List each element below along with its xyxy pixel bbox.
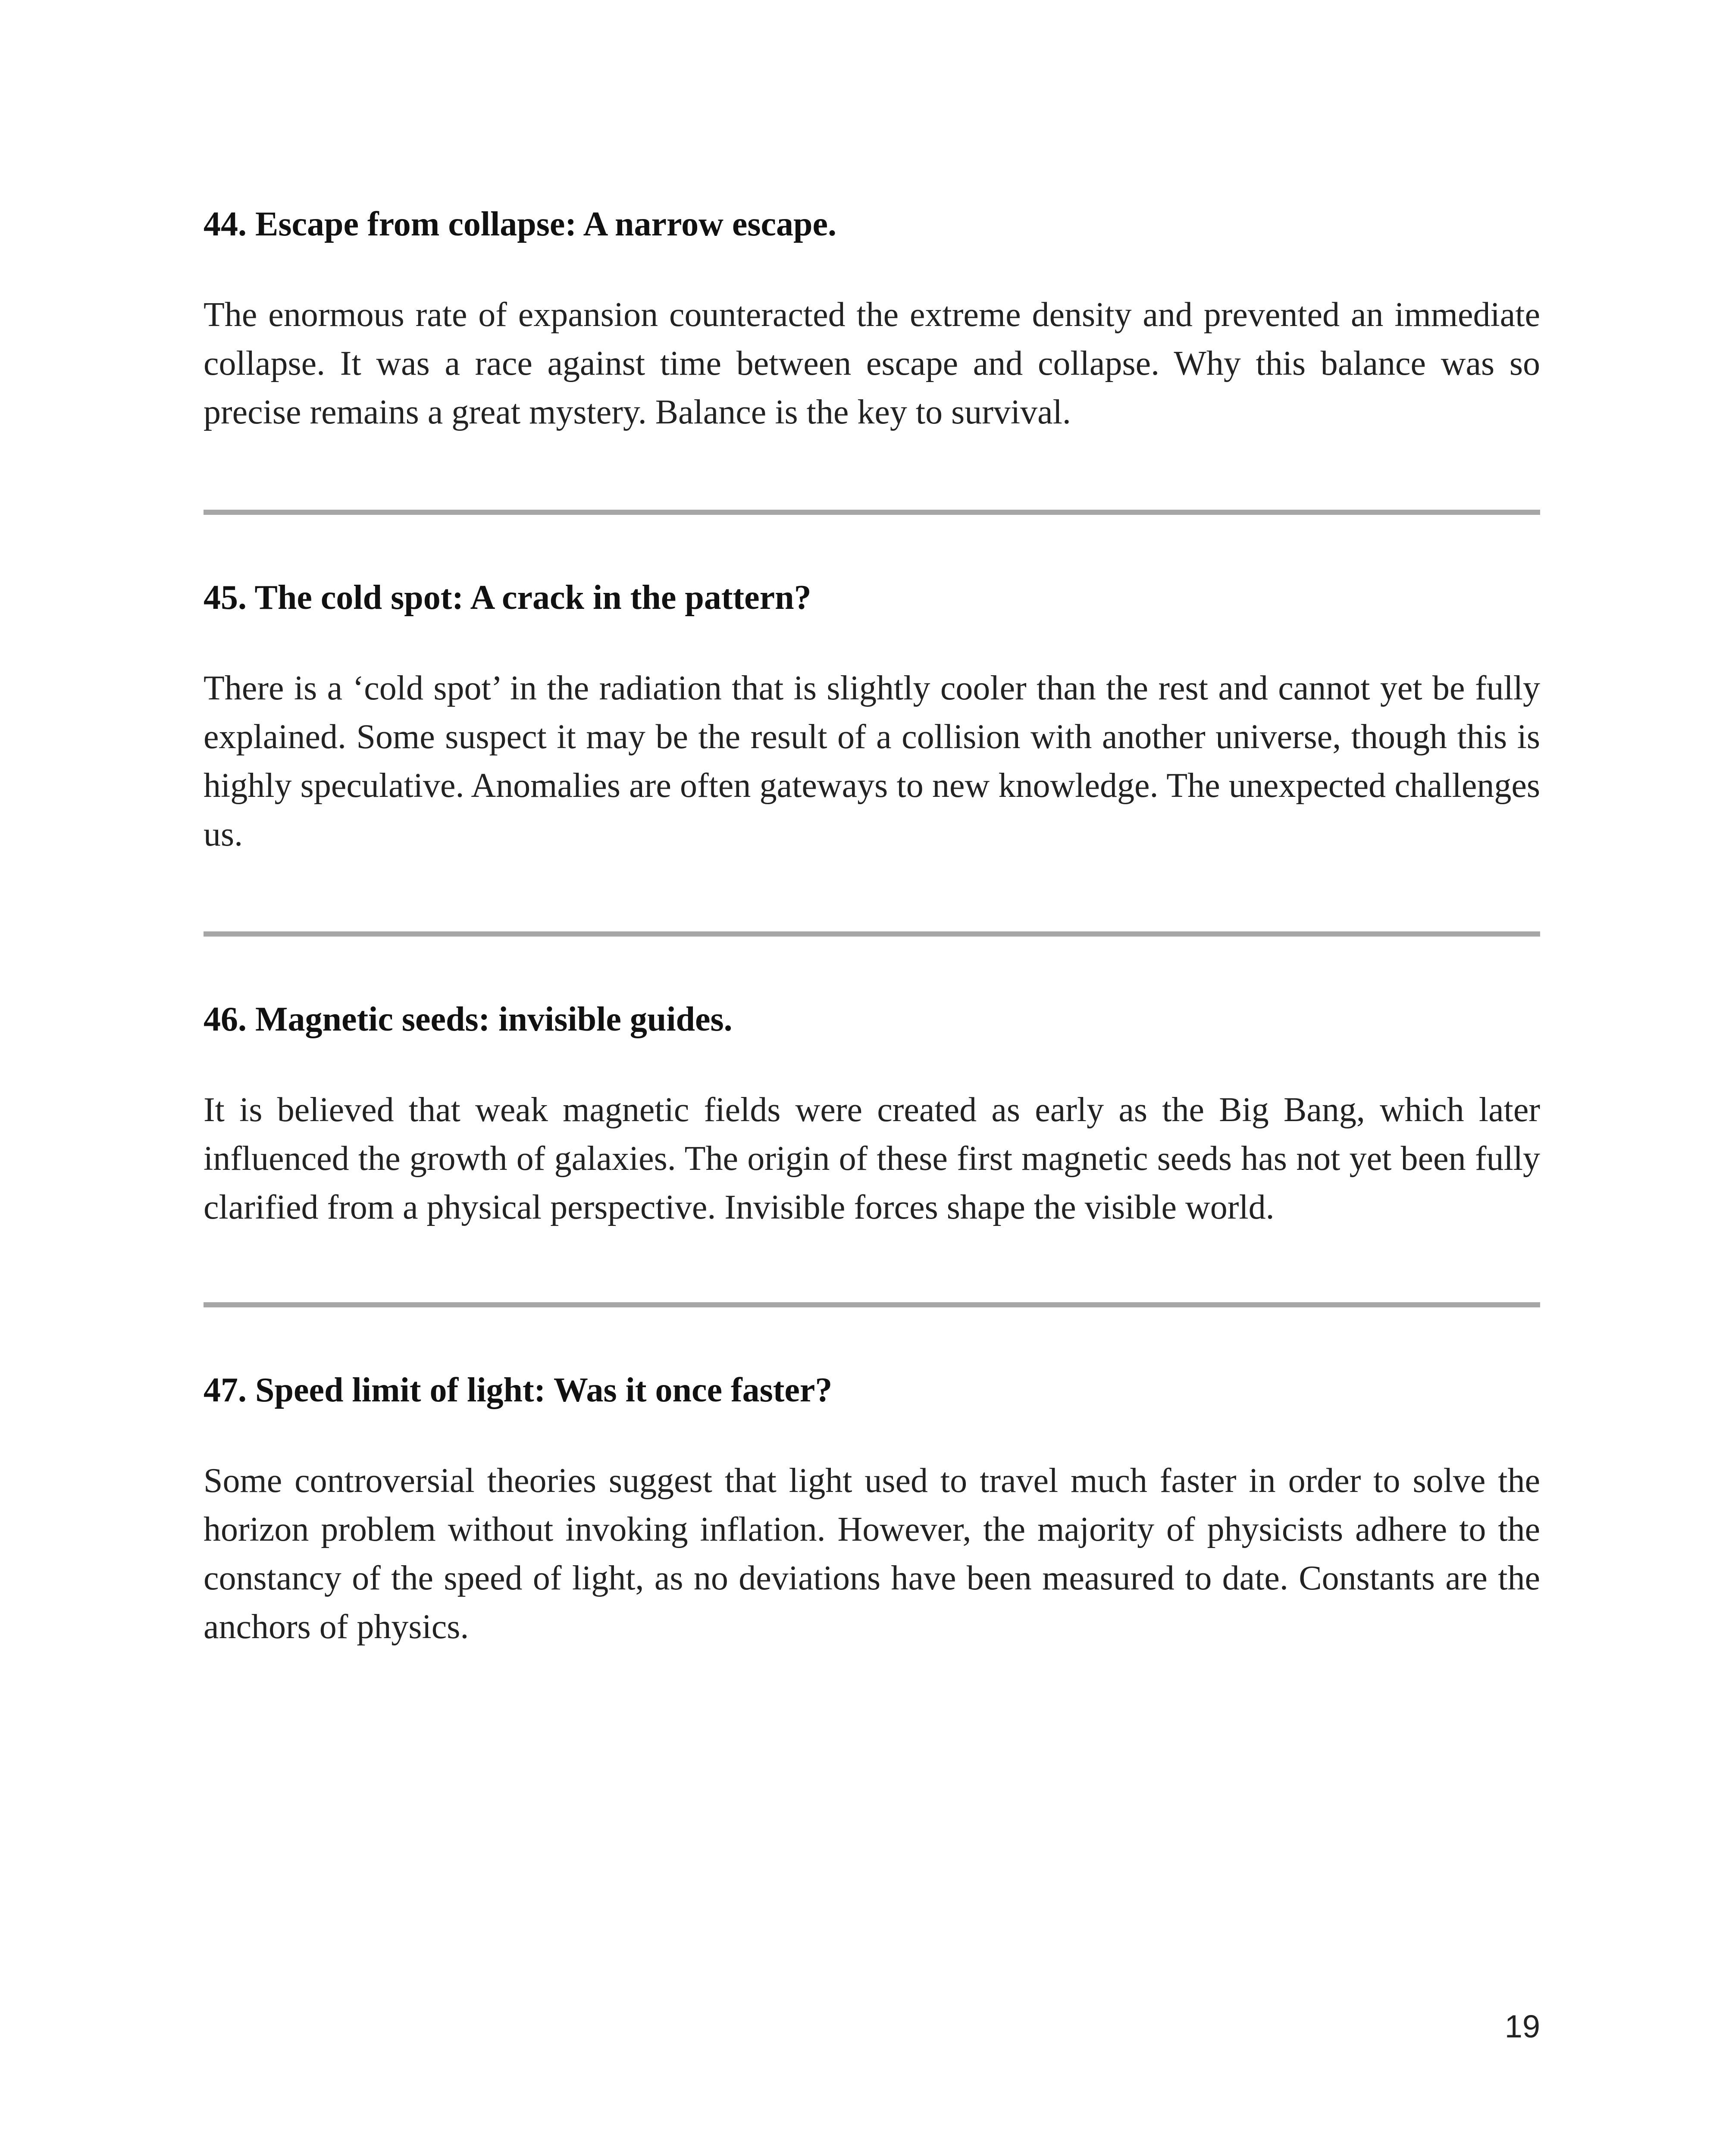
- section-46: [204, 998, 1540, 1232]
- section-body: There is a ‘cold spot’ in the radiation that is slightly cooler than the rest and cannot yet be fully explained. Some suspect it may be the result of a collision with another universe, though this is highly speculative. Anomalies are often gateways to new knowledge. The unexpected challenges us.: [204, 669, 1540, 853]
- section-body: Some controversial theories suggest that light used to travel much faster in order to solve the horizon problem without invoking inflation. However, the majority of physicists adhere to the constancy of the speed of light, as no deviations have been measured to date. Constants are the anchors of physics.: [204, 1462, 1540, 1646]
- section-heading: 45. The cold spot: A crack in the pattern?: [204, 579, 811, 617]
- section-divider: [204, 931, 1540, 937]
- section-divider: [204, 510, 1540, 515]
- document-page: [204, 0, 1540, 2156]
- section-45: [204, 576, 1540, 859]
- section-heading: 44. Escape from collapse: A narrow escape.: [204, 205, 837, 243]
- section-heading: 46. Magnetic seeds: invisible guides.: [204, 1000, 733, 1038]
- page-number: 19: [1504, 2009, 1540, 2044]
- section-heading: 47. Speed limit of light: Was it once faster?: [204, 1371, 833, 1409]
- section-47: [204, 1369, 1540, 1651]
- section-body: The enormous rate of expansion counteracted the extreme density and prevented an immediate collapse. It was a race against time between escape and collapse. Why this balance was so precise remains a great mystery. Balance is the key to survival.: [204, 296, 1540, 431]
- section-divider: [204, 1302, 1540, 1307]
- section-44: [204, 203, 1540, 437]
- section-body: It is believed that weak magnetic fields were created as early as the Big Bang, which later influenced the growth of galaxies. The origin of these first magnetic seeds has not yet been fully clarified from a physical perspective. Invisible forces shape the visible world.: [204, 1091, 1540, 1226]
